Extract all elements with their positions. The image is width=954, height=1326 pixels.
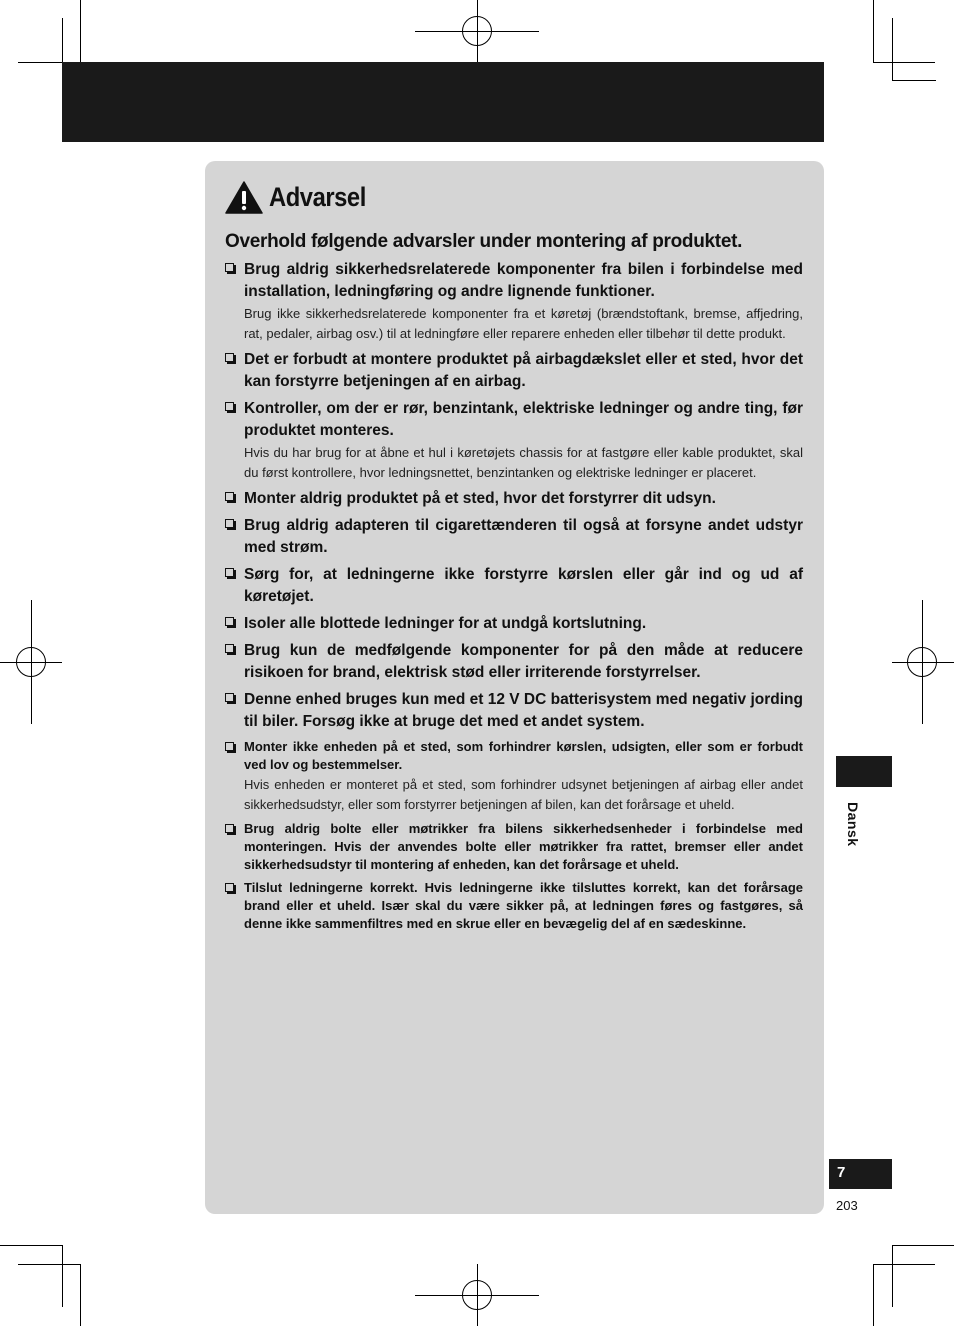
warning-item-heading: Det er forbudt at montere produktet på airbagdækslet eller et sted, hvor det kan forstyrre betjeningen af en airbag. — [244, 351, 803, 390]
crop-mark — [873, 1264, 874, 1326]
crop-mark — [873, 62, 935, 63]
warning-item — [225, 640, 803, 684]
page-number: 203 — [836, 1198, 858, 1213]
warning-item-heading: Brug aldrig adapteren til cigarettænderen til også at forsyne andet udstyr med strøm. — [244, 517, 803, 556]
checkbox-bullet-icon — [225, 519, 234, 528]
checkbox-bullet-icon — [225, 263, 234, 272]
warning-item-heading: Denne enhed bruges kun med et 12 V DC batterisystem med negativ jording til biler. Forsøg ikke at bruge det med et andet system. — [244, 691, 803, 730]
crop-mark — [62, 18, 63, 62]
warning-item-body: Hvis du har brug for at åbne et hul i køretøjets chassis for at fastgøre eller kable produktet, skal du først kontrollere, hvor ledningsnettet, benzintanken og elektriske ledninger er placeret. — [244, 445, 803, 480]
checkbox-bullet-icon — [225, 883, 234, 892]
warning-item — [225, 349, 803, 393]
crop-mark — [892, 1245, 954, 1246]
warning-item-body: Hvis enheden er monteret på et sted, som forhindrer udsynet betjeningen af airbag eller andet sikkerhedsudstyr, eller som forstyrrer betjeningen af bilen, kan det forårsage et uheld. — [244, 777, 803, 812]
crop-mark — [62, 1245, 63, 1307]
crop-mark — [873, 0, 874, 62]
registration-circle — [462, 1280, 492, 1310]
warning-item — [225, 879, 803, 933]
language-label: Dansk — [845, 802, 861, 847]
warning-item-heading: Brug kun de medfølgende komponenter for på den måde at reducere risikoen for brand, elektrisk stød eller irriterende forstyrrelser. — [244, 642, 803, 681]
registration-circle — [16, 647, 46, 677]
crop-mark — [892, 80, 936, 81]
header-bar — [62, 62, 824, 142]
warning-item-heading: Monter aldrig produktet på et sted, hvor det forstyrrer dit udsyn. — [244, 490, 716, 507]
crop-mark — [0, 1245, 62, 1246]
crop-mark — [18, 62, 62, 63]
checkbox-bullet-icon — [225, 824, 234, 833]
warning-item — [225, 689, 803, 733]
warning-item — [225, 488, 803, 510]
chapter-number: 7 — [829, 1159, 892, 1189]
crop-mark — [80, 0, 81, 62]
checkbox-bullet-icon — [225, 693, 234, 702]
warning-title-text: Advarsel — [269, 181, 366, 212]
warning-item-heading: Tilslut ledningerne korrekt. Hvis ledningerne ikke tilsluttes korrekt, kan det forårsage brand eller et uheld. Især skal du være sikker på, at ledningen føres og fastgøres, så denne ikke sammenfiltres med en skrue eller en bevægelig del af en sædeskinne. — [244, 880, 803, 931]
crop-mark — [873, 1264, 935, 1265]
warning-title — [225, 179, 379, 215]
warning-item — [225, 564, 803, 608]
warning-item-heading: Isoler alle blottede ledninger for at undgå kortslutning. — [244, 615, 647, 632]
warning-item-heading: Sørg for, at ledningerne ikke forstyrre kørslen eller går ind og ud af køretøjet. — [244, 566, 803, 605]
section-subtitle: Overhold følgende advarsler under montering af produktet. — [225, 231, 743, 252]
warning-panel — [205, 161, 824, 1214]
warning-item-body: Brug ikke sikkerhedsrelaterede komponenter fra et køretøj (brændstoftank, bremse, affjedring, rat, pedaler, airbag osv.) til at ledningføre eller reparere enheden eller tilbehør til dette produkt. — [244, 306, 803, 341]
language-tab-marker — [836, 756, 892, 787]
warning-item — [225, 738, 803, 815]
warning-item-heading: Brug aldrig sikkerhedsrelaterede komponenter fra bilen i forbindelse med installation, ledningføring og andre lignende funktioner. — [244, 261, 803, 300]
warning-item-heading: Monter ikke enheden på et sted, som forhindrer kørslen, udsigten, eller som er forbudt ved lov og bestemmelser. — [244, 739, 803, 772]
registration-circle — [462, 16, 492, 46]
checkbox-bullet-icon — [225, 402, 234, 411]
checkbox-bullet-icon — [225, 353, 234, 362]
crop-mark — [892, 18, 893, 80]
warning-item — [225, 398, 803, 483]
warning-item-heading: Kontroller, om der er rør, benzintank, elektriske ledninger og andre ting, før produktet monteres. — [244, 400, 803, 439]
crop-mark — [80, 1264, 81, 1326]
checkbox-bullet-icon — [225, 617, 234, 626]
warning-triangle-icon — [225, 181, 263, 214]
warning-item — [225, 259, 803, 344]
warning-item — [225, 515, 803, 559]
registration-circle — [907, 647, 937, 677]
checkbox-bullet-icon — [225, 742, 234, 751]
warning-item — [225, 613, 803, 635]
checkbox-bullet-icon — [225, 568, 234, 577]
crop-mark — [18, 1264, 80, 1265]
warning-item-heading: Brug aldrig bolte eller møtrikker fra bilens sikkerhedsenheder i forbindelse med monteringen. Hvis der anvendes bolte eller møtrikker fra rattet, bremser eller andet sikkerhedsudstyr til montering af enheden, kan det forårsage et uheld. — [244, 821, 803, 872]
warning-content — [225, 231, 803, 938]
checkbox-bullet-icon — [225, 492, 234, 501]
crop-mark — [892, 1245, 893, 1307]
warning-item — [225, 820, 803, 874]
checkbox-bullet-icon — [225, 644, 234, 653]
